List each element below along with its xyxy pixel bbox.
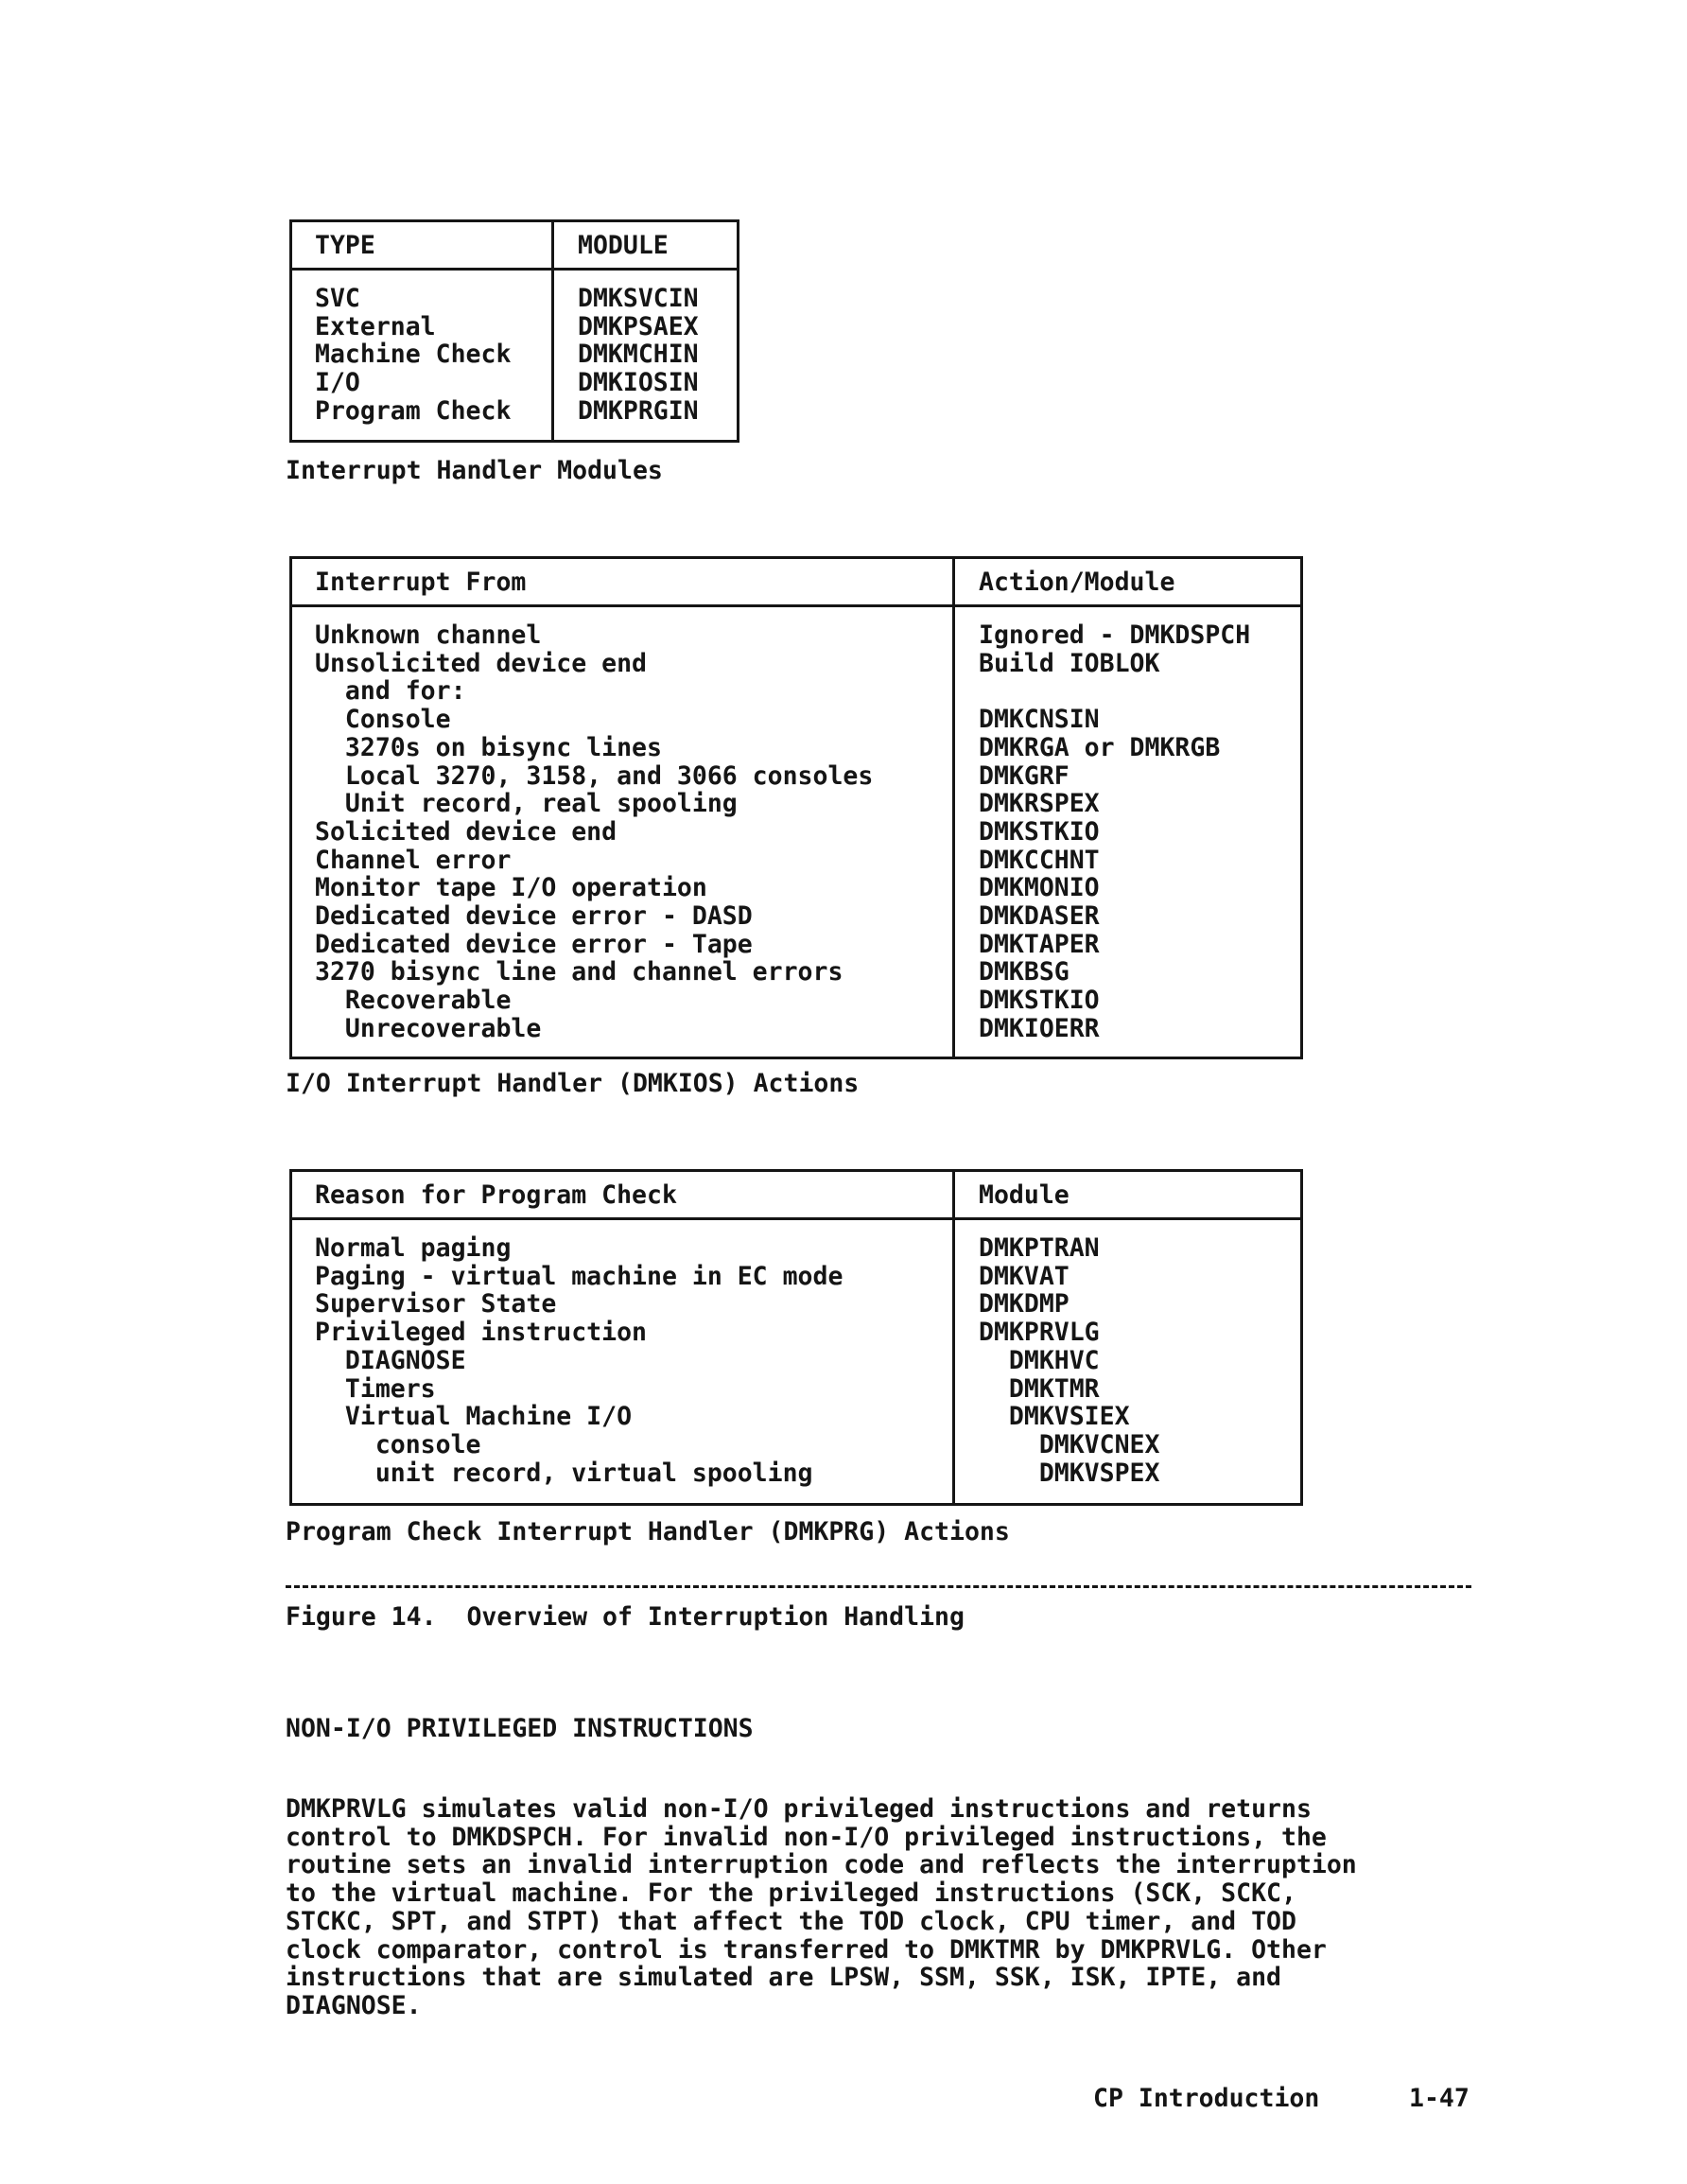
- program-check-actions-table: [289, 1169, 1303, 1506]
- table-cell: DMKPTRAN: [979, 1233, 1100, 1263]
- table-cell: and for:: [315, 676, 466, 707]
- table-cell: Unsolicited device end: [315, 648, 647, 678]
- table-cell: I/O: [315, 368, 360, 398]
- table-cell: DMKBSG: [979, 957, 1070, 987]
- table-cell: DMKSTKIO: [979, 816, 1100, 847]
- table-cell: SVC: [315, 284, 360, 313]
- figure-caption: Figure 14. Overview of Interruption Handling: [286, 1602, 965, 1632]
- paragraph-line: control to DMKDSPCH. For invalid non-I/O privileged instructions, the: [286, 1822, 1327, 1852]
- table-cell: Ignored - DMKDSPCH: [979, 620, 1251, 650]
- header-divider: [292, 1217, 1300, 1220]
- table-cell: Supervisor State: [315, 1289, 557, 1319]
- table-cell: DMKHVC: [979, 1345, 1100, 1375]
- table-cell: 3270s on bisync lines: [315, 732, 662, 762]
- table-cell: DMKCNSIN: [979, 705, 1100, 735]
- table-cell: DMKVSIEX: [979, 1402, 1130, 1432]
- column-header-type: TYPE: [315, 231, 375, 260]
- table-cell: DIAGNOSE: [315, 1345, 466, 1375]
- table-cell: Monitor tape I/O operation: [315, 873, 707, 903]
- column-divider: [551, 222, 554, 440]
- table-cell: DMKVSPEX: [979, 1458, 1160, 1488]
- header-divider: [292, 268, 737, 271]
- table-cell: Unit record, real spooling: [315, 789, 738, 819]
- paragraph-line: clock comparator, control is transferred to DMKTMR by DMKPRVLG. Other: [286, 1934, 1327, 1965]
- table-caption-program-check-handler: Program Check Interrupt Handler (DMKPRG) Actions: [286, 1517, 1010, 1546]
- page-number: 1-47: [1409, 2084, 1470, 2113]
- column-divider: [952, 1172, 955, 1503]
- table-caption-interrupt-handler-modules: Interrupt Handler Modules: [286, 456, 663, 485]
- table-cell: Local 3270, 3158, and 3066 consoles: [315, 760, 874, 791]
- paragraph-line: DIAGNOSE.: [286, 1990, 422, 2020]
- table-cell: Normal paging: [315, 1233, 512, 1263]
- table-cell: DMKDASER: [979, 901, 1100, 931]
- table-cell: Machine Check: [315, 340, 512, 370]
- figure-separator-rule: [286, 1585, 1471, 1588]
- table-cell: DMKPRGIN: [578, 395, 699, 426]
- column-divider: [952, 559, 955, 1057]
- table-cell: Solicited device end: [315, 816, 617, 847]
- table-cell: DMKPRVLG: [979, 1318, 1100, 1348]
- section-heading: NON-I/O PRIVILEGED INSTRUCTIONS: [286, 1714, 754, 1743]
- paragraph-line: DMKPRVLG simulates valid non-I/O privileged instructions and returns: [286, 1794, 1312, 1824]
- table-cell: Virtual Machine I/O: [315, 1402, 633, 1432]
- table-cell: unit record, virtual spooling: [315, 1458, 813, 1488]
- column-header-module: MODULE: [578, 231, 669, 260]
- table-cell: Build IOBLOK: [979, 648, 1160, 678]
- paragraph-line: instructions that are simulated are LPSW, SSM, SSK, ISK, IPTE, and: [286, 1963, 1281, 1993]
- table-cell: Dedicated device error - Tape: [315, 929, 753, 959]
- column-header-reason: Reason for Program Check: [315, 1180, 677, 1210]
- table-cell: Unknown channel: [315, 620, 542, 650]
- table-cell: DMKSTKIO: [979, 986, 1100, 1016]
- table-cell: DMKVAT: [979, 1261, 1070, 1291]
- table-cell: DMKPSAEX: [578, 311, 699, 341]
- table-cell: Unrecoverable: [315, 1013, 542, 1043]
- table-cell: DMKVCNEX: [979, 1429, 1160, 1459]
- paragraph-line: to the virtual machine. For the privileged instructions (SCK, SCKC,: [286, 1878, 1296, 1909]
- table-cell: DMKSVCIN: [578, 284, 699, 313]
- body-paragraph: [286, 1795, 1473, 2020]
- table-cell: Recoverable: [315, 986, 512, 1016]
- table-cell: DMKMONIO: [979, 873, 1100, 903]
- interrupt-handler-modules-table: [289, 219, 739, 443]
- table-cell: External: [315, 311, 436, 341]
- header-divider: [292, 604, 1300, 607]
- table-cell: Program Check: [315, 395, 512, 426]
- io-interrupt-actions-table: [289, 556, 1303, 1059]
- table-cell: DMKRSPEX: [979, 789, 1100, 819]
- table-cell: DMKIOERR: [979, 1013, 1100, 1043]
- table-cell: DMKTMR: [979, 1373, 1100, 1404]
- table-cell: Timers: [315, 1373, 436, 1404]
- paragraph-line: STCKC, SPT, and STPT) that affect the TOD clock, CPU timer, and TOD: [286, 1906, 1296, 1936]
- table-cell: console: [315, 1429, 481, 1459]
- table-cell: DMKGRF: [979, 760, 1070, 791]
- table-cell: Console: [315, 705, 451, 735]
- table-cell: DMKCCHNT: [979, 845, 1100, 875]
- table-cell: DMKTAPER: [979, 929, 1100, 959]
- table-cell: Paging - virtual machine in EC mode: [315, 1261, 844, 1291]
- table-cell: DMKIOSIN: [578, 368, 699, 398]
- table-cell: Privileged instruction: [315, 1318, 647, 1348]
- table-cell: DMKRGA or DMKRGB: [979, 732, 1221, 762]
- table-cell: Channel error: [315, 845, 512, 875]
- table-caption-io-interrupt-handler: I/O Interrupt Handler (DMKIOS) Actions: [286, 1069, 860, 1098]
- column-header-module: Module: [979, 1180, 1070, 1210]
- column-header-action-module: Action/Module: [979, 568, 1175, 597]
- table-cell: DMKDMP: [979, 1289, 1070, 1319]
- table-cell: 3270 bisync line and channel errors: [315, 957, 844, 987]
- table-cell: Dedicated device error - DASD: [315, 901, 753, 931]
- table-cell: DMKMCHIN: [578, 340, 699, 370]
- footer-section-title: CP Introduction: [1093, 2084, 1320, 2113]
- column-header-interrupt-from: Interrupt From: [315, 568, 527, 597]
- paragraph-line: routine sets an invalid interruption code and reflects the interruption: [286, 1850, 1357, 1880]
